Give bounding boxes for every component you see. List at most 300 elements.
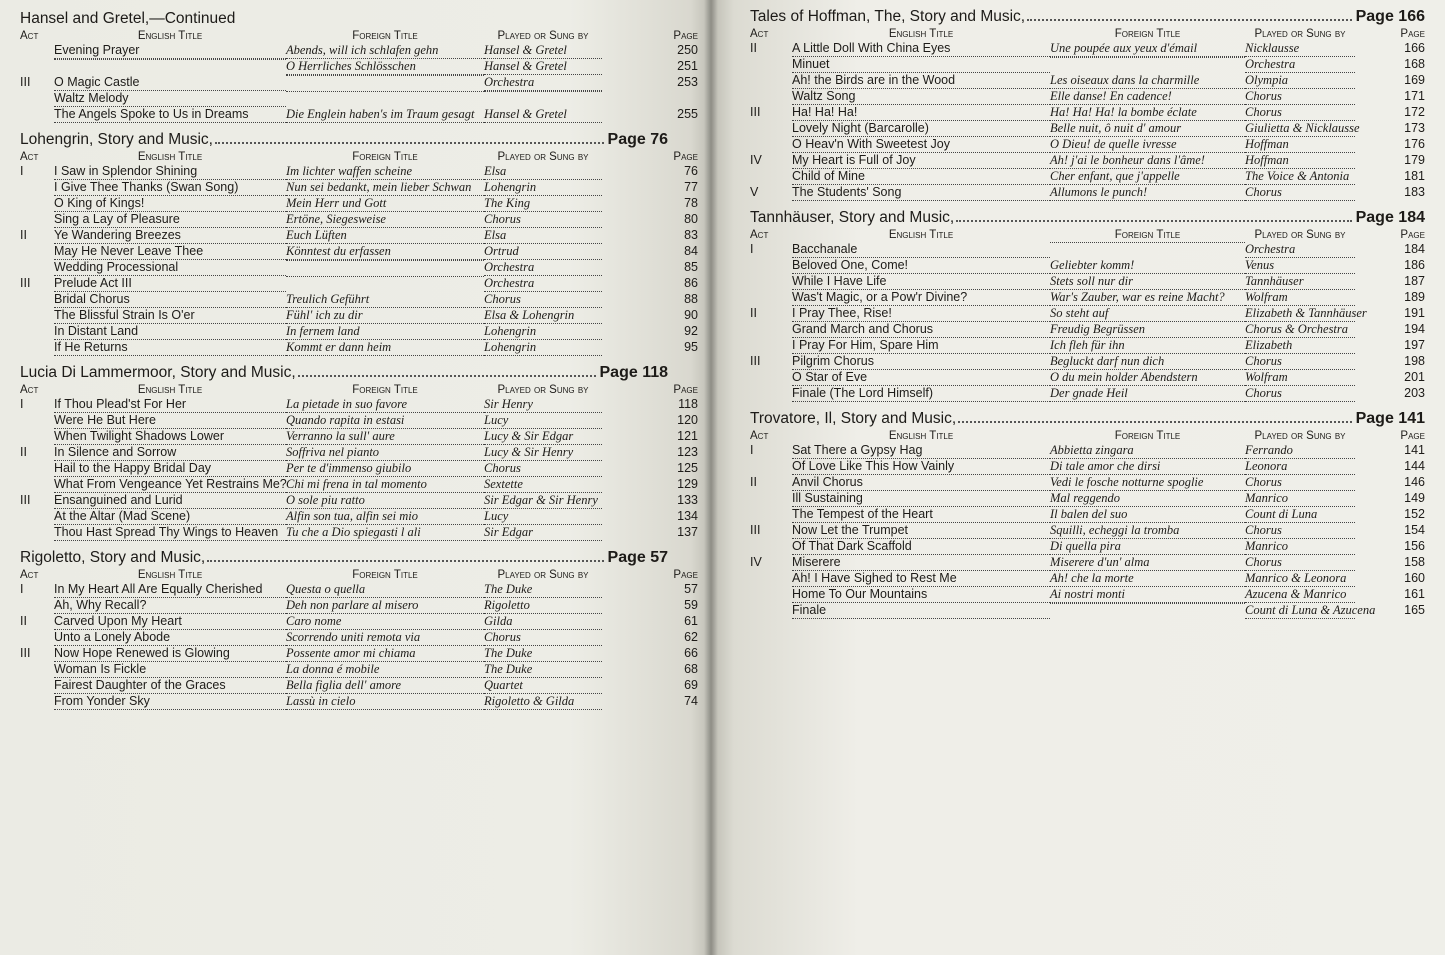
act-number: I: [750, 242, 754, 256]
performer: Manrico: [1245, 491, 1355, 507]
played-or-sung-by-header: Played or Sung by: [497, 151, 589, 163]
section-heading: [750, 410, 1425, 428]
performer: Chorus: [1245, 354, 1355, 370]
performer: Ortrud: [484, 244, 602, 260]
act-number: III: [20, 276, 31, 290]
song-row: [20, 196, 698, 212]
song-row: [750, 443, 1425, 459]
english-title: Bridal Chorus: [54, 292, 286, 308]
act-header: Act: [750, 430, 769, 442]
english-title: At the Altar (Mad Scene): [54, 509, 286, 525]
column-headers: [750, 28, 1425, 41]
song-page: 144: [1404, 459, 1425, 473]
performer: Gilda: [484, 614, 602, 630]
foreign-title: Ich fleh für ihn: [1050, 338, 1245, 354]
foreign-title: La pietade in suo favore: [286, 397, 484, 413]
song-page: 251: [677, 59, 698, 73]
performer: Hoffman: [1245, 137, 1355, 153]
opera-section-lohengrin: [20, 131, 698, 356]
song-page: 160: [1404, 571, 1425, 585]
performer: Giulietta & Nicklausse: [1245, 121, 1360, 135]
act-number: IV: [750, 555, 762, 569]
song-row: [20, 180, 698, 196]
english-title: Grand March and Chorus: [792, 322, 1050, 338]
english-title: Now Hope Renewed is Glowing: [54, 646, 286, 662]
performer: Lohengrin: [484, 340, 602, 356]
english-title: Were He But Here: [54, 413, 286, 429]
act-number: I: [20, 164, 24, 178]
song-row: [750, 57, 1425, 73]
performer: Chorus: [484, 212, 602, 228]
section-heading: [20, 549, 698, 567]
song-page: 120: [677, 413, 698, 427]
song-page: 69: [684, 678, 698, 692]
foreign-title: Soffriva nel pianto: [286, 445, 484, 461]
song-page: 198: [1404, 354, 1425, 368]
performer: Quartet: [484, 678, 602, 694]
song-row: [20, 509, 698, 525]
dot-leader: [956, 220, 1351, 222]
performer: The King: [484, 196, 602, 212]
foreign-title: Belle nuit, ô nuit d' amour: [1050, 121, 1245, 137]
song-row: [750, 89, 1425, 105]
column-headers: [20, 151, 698, 164]
foreign-title: Miserere d'un' alma: [1050, 555, 1245, 571]
english-title: What From Vengeance Yet Restrains Me?: [54, 477, 287, 491]
foreign-title: Il balen del suo: [1050, 507, 1245, 523]
english-title: I Pray For Him, Spare Him: [792, 338, 1050, 354]
song-row: [750, 459, 1425, 475]
act-number: II: [20, 445, 27, 459]
song-page: 255: [677, 107, 698, 121]
song-row: [750, 185, 1425, 201]
performer: Rigoletto & Gilda: [484, 694, 602, 710]
performer: Manrico: [1245, 539, 1355, 555]
performer: Sir Henry: [484, 397, 602, 413]
song-page: 86: [684, 276, 698, 290]
foreign-title: O sole piu ratto: [286, 493, 484, 509]
song-row: [750, 507, 1425, 523]
english-title: In My Heart All Are Equally Cherished: [54, 582, 286, 598]
performer: Sir Edgar: [484, 525, 602, 541]
act-number: III: [20, 646, 31, 660]
performer: Chorus & Orchestra: [1245, 322, 1355, 338]
performer: Orchestra: [1245, 242, 1355, 258]
song-page: 118: [678, 397, 698, 411]
english-title: I Saw in Splendor Shining: [54, 164, 286, 180]
english-title: O King of Kings!: [54, 196, 286, 212]
section-heading: [750, 8, 1425, 26]
performer: Ferrando: [1245, 443, 1355, 459]
performer: Elsa: [484, 164, 602, 180]
english-title-header: English Title: [137, 384, 203, 396]
song-page: 189: [1404, 290, 1425, 304]
english-title: May He Never Leave Thee: [54, 244, 286, 260]
act-number: II: [750, 475, 757, 489]
foreign-title: Treulich Geführt: [286, 292, 484, 308]
foreign-title-header: Foreign Title: [352, 569, 418, 581]
foreign-title: Vedi le fosche notturne spoglie: [1050, 475, 1245, 491]
song-row: [750, 153, 1425, 169]
opera-section-tannhauser: [750, 209, 1425, 402]
song-page: 187: [1404, 274, 1425, 288]
song-row: [20, 244, 698, 260]
song-row: [20, 525, 698, 541]
column-headers: [20, 569, 698, 582]
song-row: [750, 105, 1425, 121]
song-page: 176: [1404, 137, 1425, 151]
song-page: 68: [684, 662, 698, 676]
song-row: [20, 461, 698, 477]
foreign-title: [1050, 242, 1245, 243]
performer: Orchestra: [484, 260, 602, 276]
english-title: Waltz Song: [792, 89, 1050, 105]
song-row: [750, 242, 1425, 258]
foreign-title: O Herrliches Schlösschen: [286, 59, 484, 75]
song-page: 76: [684, 164, 698, 178]
column-headers: [20, 384, 698, 397]
performer: Venus: [1245, 258, 1355, 274]
page-header: Page: [673, 384, 698, 396]
dot-leader: [958, 421, 1351, 423]
played-or-sung-by-header: Played or Sung by: [497, 384, 589, 396]
english-title: Ah! I Have Sighed to Rest Me: [792, 571, 1050, 587]
english-title: From Yonder Sky: [54, 694, 286, 710]
song-row: [20, 582, 698, 598]
foreign-title: Quando rapita in estasi: [286, 413, 484, 429]
performer: Count di Luna: [1245, 507, 1355, 523]
page-header: Page: [1400, 28, 1425, 40]
english-title-header: English Title: [888, 430, 954, 442]
foreign-title: Scorrendo uniti remota via: [286, 630, 484, 646]
song-page: 133: [677, 493, 698, 507]
performer: Orchestra: [484, 276, 602, 292]
act-number: III: [20, 75, 31, 89]
song-page: 137: [677, 525, 698, 539]
act-number: II: [20, 228, 27, 242]
song-row: [20, 477, 698, 493]
opera-title: Tannhäuser, Story and Music,: [750, 209, 955, 226]
act-header: Act: [20, 30, 39, 42]
foreign-title: [286, 276, 484, 277]
performer: Nicklausse: [1245, 41, 1355, 57]
song-row: [20, 324, 698, 340]
performer: Chorus: [1245, 523, 1355, 539]
foreign-title: [1050, 57, 1245, 58]
page-header: Page: [1400, 229, 1425, 241]
song-page: 66: [684, 646, 698, 660]
song-row: [20, 340, 698, 356]
played-or-sung-by-header: Played or Sung by: [1254, 28, 1346, 40]
played-or-sung-by-header: Played or Sung by: [1254, 229, 1346, 241]
song-row: [20, 276, 698, 292]
performer: Elsa: [484, 228, 602, 244]
foreign-title: [286, 75, 484, 76]
foreign-title: Lassù in cielo: [286, 694, 484, 710]
english-title-header: English Title: [137, 30, 203, 42]
section-heading: [20, 10, 698, 28]
performer: Count di Luna & Azucena: [1245, 603, 1376, 617]
foreign-title: Die Englein haben's im Traum gesagt: [286, 107, 484, 123]
foreign-title: Verranno la sull' aure: [286, 429, 484, 445]
english-title: Hail to the Happy Bridal Day: [54, 461, 286, 477]
foreign-title: Ha! Ha! Ha! la bombe éclate: [1050, 105, 1245, 121]
song-row: [20, 646, 698, 662]
foreign-title: Cher enfant, que j'appelle: [1050, 169, 1245, 185]
english-title: I Pray Thee, Rise!: [792, 306, 1050, 322]
foreign-title: Per te d'immenso giubilo: [286, 461, 484, 477]
song-page: 78: [684, 196, 698, 210]
foreign-title: In fernem land: [286, 324, 484, 340]
act-number: III: [20, 493, 31, 507]
english-title: [54, 59, 286, 60]
song-page: 57: [684, 582, 698, 596]
english-title-header: English Title: [137, 569, 203, 581]
song-page: 83: [684, 228, 698, 242]
song-page: 88: [684, 292, 698, 306]
performer: Sextette: [484, 477, 602, 493]
song-row: [750, 121, 1425, 137]
act-number: III: [750, 105, 761, 119]
song-row: [20, 662, 698, 678]
song-page: 169: [1404, 73, 1425, 87]
foreign-title: Stets soll nur dir: [1050, 274, 1245, 290]
foreign-title: Im lichter waffen scheine: [286, 164, 484, 180]
song-row: [750, 306, 1425, 322]
english-title: Ah! the Birds are in the Wood: [792, 73, 1050, 89]
english-title-header: English Title: [137, 151, 203, 163]
song-row: [20, 598, 698, 614]
english-title: Ah, Why Recall?: [54, 598, 286, 614]
english-title: Woman Is Fickle: [54, 662, 286, 678]
act-number: III: [750, 523, 761, 537]
foreign-title: Ai nostri monti: [1050, 587, 1245, 603]
english-title: Home To Our Mountains: [792, 587, 1050, 603]
song-row: [750, 603, 1425, 619]
performer: Chorus: [484, 461, 602, 477]
english-title: Lovely Night (Barcarolle): [792, 121, 1050, 137]
song-row: [750, 322, 1425, 338]
opera-page-ref: Page 118: [599, 364, 668, 381]
english-title: When Twilight Shadows Lower: [54, 429, 286, 445]
english-title: Waltz Melody: [54, 91, 286, 107]
english-title: Of Love Like This How Vainly: [792, 459, 1050, 475]
song-page: 61: [684, 614, 698, 628]
dot-leader: [1027, 19, 1351, 21]
foreign-title-header: Foreign Title: [352, 151, 418, 163]
performer: Hansel & Gretel: [484, 107, 602, 123]
foreign-title: Geliebter komm!: [1050, 258, 1245, 274]
foreign-title: Allumons le punch!: [1050, 185, 1245, 201]
opera-title: Trovatore, Il, Story and Music,: [750, 410, 957, 427]
foreign-title: Kommt er dann heim: [286, 340, 484, 356]
performer: Lohengrin: [484, 324, 602, 340]
english-title: Now Let the Trumpet: [792, 523, 1050, 539]
performer: The Duke: [484, 662, 602, 678]
song-page: 168: [1404, 57, 1425, 71]
song-row: [20, 292, 698, 308]
song-page: 146: [1404, 475, 1425, 489]
opera-page-ref: Page 141: [1355, 410, 1425, 427]
song-page: 134: [677, 509, 698, 523]
foreign-title: Bella figlia dell' amore: [286, 678, 484, 694]
section-heading: [750, 209, 1425, 227]
act-header: Act: [20, 384, 39, 396]
opera-title: Lohengrin, Story and Music,: [20, 131, 213, 148]
song-row: [750, 571, 1425, 587]
performer: Elizabeth: [1245, 338, 1355, 354]
song-page: 201: [1404, 370, 1425, 384]
english-title: If He Returns: [54, 340, 286, 356]
page-header: Page: [1400, 430, 1425, 442]
english-title: Beloved One, Come!: [792, 258, 1050, 274]
act-header: Act: [750, 229, 769, 241]
foreign-title: [286, 91, 484, 92]
performer: Olympia: [1245, 73, 1355, 89]
opera-section-rigoletto: [20, 549, 698, 710]
song-page: 154: [1404, 523, 1425, 537]
performer: Wolfram: [1245, 290, 1355, 306]
song-page: 158: [1404, 555, 1425, 569]
performer: Chorus: [1245, 475, 1355, 491]
song-row: [20, 630, 698, 646]
song-page: 125: [677, 461, 698, 475]
foreign-title: Könntest du erfassen: [286, 244, 484, 260]
english-title: The Students' Song: [792, 185, 1050, 201]
song-row: [20, 397, 698, 413]
song-page: 95: [684, 340, 698, 354]
foreign-title: Mein Herr und Gott: [286, 196, 484, 212]
song-row: [750, 386, 1425, 402]
foreign-title: Freudig Begrüssen: [1050, 322, 1245, 338]
song-row: [20, 260, 698, 276]
song-row: [20, 91, 698, 107]
foreign-title-header: Foreign Title: [352, 30, 418, 42]
opera-title: Lucia Di Lammermoor, Story and Music,: [20, 364, 296, 381]
song-row: [750, 338, 1425, 354]
foreign-title: Deh non parlare al misero: [286, 598, 484, 614]
act-header: Act: [20, 569, 39, 581]
song-row: [750, 587, 1425, 603]
act-number: II: [750, 41, 757, 55]
dot-leader: [215, 142, 604, 144]
english-title: Evening Prayer: [54, 43, 286, 59]
foreign-title: Mal reggendo: [1050, 491, 1245, 507]
song-row: [750, 491, 1425, 507]
act-number: II: [20, 614, 27, 628]
act-number: V: [750, 185, 759, 199]
english-title: Sing a Lay of Pleasure: [54, 212, 286, 228]
book-gutter: [704, 0, 718, 955]
song-row: [20, 59, 698, 75]
performer: Lucy: [484, 509, 602, 525]
foreign-title: Elle danse! En cadence!: [1050, 89, 1245, 105]
foreign-title: Fühl' ich zu dir: [286, 308, 484, 324]
opera-section-hansel: [20, 10, 698, 123]
played-or-sung-by-header: Played or Sung by: [1254, 430, 1346, 442]
foreign-title: Chi mi frena in tal momento: [286, 477, 484, 493]
song-row: [20, 212, 698, 228]
foreign-title: War's Zauber, war es reine Macht?: [1050, 290, 1245, 306]
act-number: II: [750, 306, 757, 320]
song-page: 59: [684, 598, 698, 612]
performer: The Voice & Antonia: [1245, 169, 1355, 185]
performer: Lucy: [484, 413, 602, 429]
page-header: Page: [673, 569, 698, 581]
english-title: Thou Hast Spread Thy Wings to Heaven: [54, 525, 286, 541]
foreign-title: Der gnade Heil: [1050, 386, 1245, 402]
performer: Orchestra: [1245, 57, 1355, 73]
song-row: [20, 678, 698, 694]
performer: Azucena & Manrico: [1245, 587, 1355, 603]
foreign-title-header: Foreign Title: [1114, 229, 1181, 241]
song-row: [750, 73, 1425, 89]
performer: Chorus: [1245, 386, 1355, 402]
opera-title: Rigoletto, Story and Music,: [20, 549, 206, 566]
song-row: [20, 164, 698, 180]
foreign-title: Ah! j'ai le bonheur dans l'âme!: [1050, 153, 1245, 169]
performer: Chorus: [1245, 89, 1355, 105]
performer: Lucy & Sir Henry: [484, 445, 602, 461]
english-title: Was't Magic, or a Pow'r Divine?: [792, 290, 1050, 306]
song-row: [750, 290, 1425, 306]
opera-section-trovatore: [750, 410, 1425, 619]
foreign-title: So steht auf: [1050, 306, 1245, 322]
english-title: O Magic Castle: [54, 75, 286, 91]
song-page: 194: [1404, 322, 1425, 336]
english-title: While I Have Life: [792, 274, 1050, 290]
act-number: I: [20, 397, 24, 411]
english-title: Of That Dark Scaffold: [792, 539, 1050, 555]
performer: Chorus: [1245, 555, 1355, 571]
foreign-title: Abbietta zingara: [1050, 443, 1245, 459]
performer: The Duke: [484, 582, 602, 598]
song-page: 77: [684, 180, 698, 194]
song-page: 181: [1404, 169, 1425, 183]
played-or-sung-by-header: Played or Sung by: [497, 569, 589, 581]
song-page: 165: [1404, 603, 1425, 617]
english-title: Miserere: [792, 555, 1050, 571]
song-row: [750, 370, 1425, 386]
opera-section-lucia: [20, 364, 698, 541]
opera-page-ref: Page 76: [607, 131, 668, 148]
performer: Lohengrin: [484, 180, 602, 196]
foreign-title: [286, 260, 484, 261]
english-title: The Tempest of the Heart: [792, 507, 1050, 523]
english-title: Ye Wandering Breezes: [54, 228, 286, 244]
act-header: Act: [750, 28, 769, 40]
performer: Chorus: [484, 292, 602, 308]
foreign-title: Caro nome: [286, 614, 484, 630]
song-page: 203: [1404, 386, 1425, 400]
opera-page-ref: Page 184: [1355, 209, 1425, 226]
foreign-title-header: Foreign Title: [1114, 430, 1181, 442]
performer: Elsa & Lohengrin: [484, 308, 602, 324]
song-row: [750, 539, 1425, 555]
performer: Tannhäuser: [1245, 274, 1355, 290]
page-header: Page: [673, 30, 698, 42]
english-title: Pilgrim Chorus: [792, 354, 1050, 370]
english-title: Minuet: [792, 57, 1050, 73]
song-page: 152: [1404, 507, 1425, 521]
song-row: [750, 258, 1425, 274]
foreign-title: Alfin son tua, alfin sei mio: [286, 509, 484, 525]
performer: Chorus: [1245, 105, 1355, 121]
english-title: The Angels Spoke to Us in Dreams: [54, 107, 286, 123]
song-page: 183: [1404, 185, 1425, 199]
english-title-header: English Title: [888, 28, 954, 40]
song-row: [20, 43, 698, 59]
